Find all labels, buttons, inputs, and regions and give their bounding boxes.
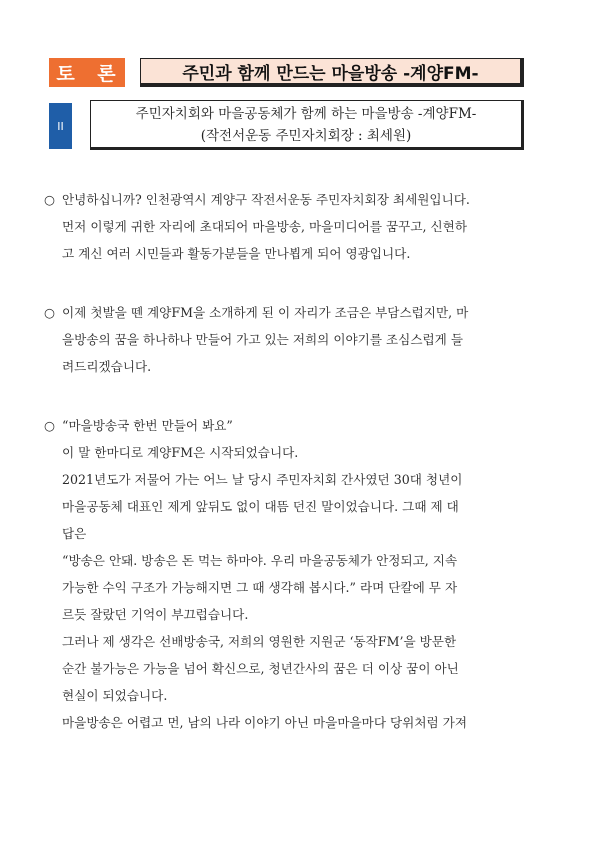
- section-tag: 토 론: [49, 58, 125, 87]
- page-title: 주민과 함께 만드는 마을방송 -계양FM-: [140, 58, 524, 87]
- document-body: [44, 186, 534, 768]
- text-line: 가능한 수익 구조가 가능해지면 그 때 생각해 봅시다.” 라며 단칼에 무 자: [62, 580, 458, 595]
- bullet-icon: ○: [44, 305, 55, 320]
- text-line: “방송은 안돼. 방송은 돈 먹는 하마야. 우리 마을공동체가 안정되고, 지속: [62, 553, 458, 568]
- text-line: 을방송의 꿈을 하나하나 만들어 가고 있는 저희의 이야기를 조심스럽게 들: [62, 332, 463, 347]
- text-line: 마을방송은 어렵고 먼, 남의 나라 이야기 아닌 마을마을마다 당위처럼 가져: [62, 715, 467, 730]
- text-line: 고 계신 여러 시민들과 활동가분들을 만나뵙게 되어 영광입니다.: [62, 246, 411, 261]
- text-line: 2021년도가 저물어 가는 어느 날 당시 주민자치회 간사였던 30대 청년이: [62, 472, 463, 487]
- section-title-box: [90, 100, 524, 150]
- text-line: 답은: [62, 526, 87, 541]
- paragraph-2: [44, 299, 534, 380]
- text-line: “마을방송국 한번 만들어 봐요”: [62, 418, 233, 433]
- text-line: 려드리겠습니다.: [62, 359, 152, 374]
- text-line: 그러나 제 생각은 선배방송국, 저희의 영원한 지원군 ‘동작FM’을 방문한: [62, 634, 457, 649]
- section-title: 주민자치회와 마을공동체가 함께 하는 마을방송 -계양FM-: [135, 106, 477, 122]
- section-number: II: [49, 103, 72, 149]
- text-line: 르듯 잘랐던 기억이 부끄럽습니다.: [62, 607, 249, 622]
- text-line: 마을공동체 대표인 제게 앞뒤도 없이 대뜸 던진 말이었습니다. 그때 제 대: [62, 499, 459, 514]
- paragraph-3: [44, 412, 534, 736]
- bullet-icon: ○: [44, 192, 55, 207]
- text-line: 이제 첫발을 뗀 계양FM을 소개하게 된 이 자리가 조금은 부담스럽지만, 마: [62, 305, 469, 320]
- paragraph-1: [44, 186, 534, 267]
- section-author: (작전서운동 주민자치회장 : 최세원): [200, 128, 412, 144]
- bullet-icon: ○: [44, 418, 55, 433]
- text-line: 안녕하십니까? 인천광역시 계양구 작전서운동 주민자치회장 최세원입니다.: [62, 192, 470, 207]
- text-line: 순간 불가능은 가능을 넘어 확신으로, 청년간사의 꿈은 더 이상 꿈이 아닌: [62, 661, 459, 676]
- text-line: 먼저 이렇게 귀한 자리에 초대되어 마을방송, 마을미디어를 꿈꾸고, 신현하: [62, 219, 467, 234]
- text-line: 현실이 되었습니다.: [62, 688, 168, 703]
- text-line: 이 말 한마디로 계양FM은 시작되었습니다.: [62, 445, 299, 460]
